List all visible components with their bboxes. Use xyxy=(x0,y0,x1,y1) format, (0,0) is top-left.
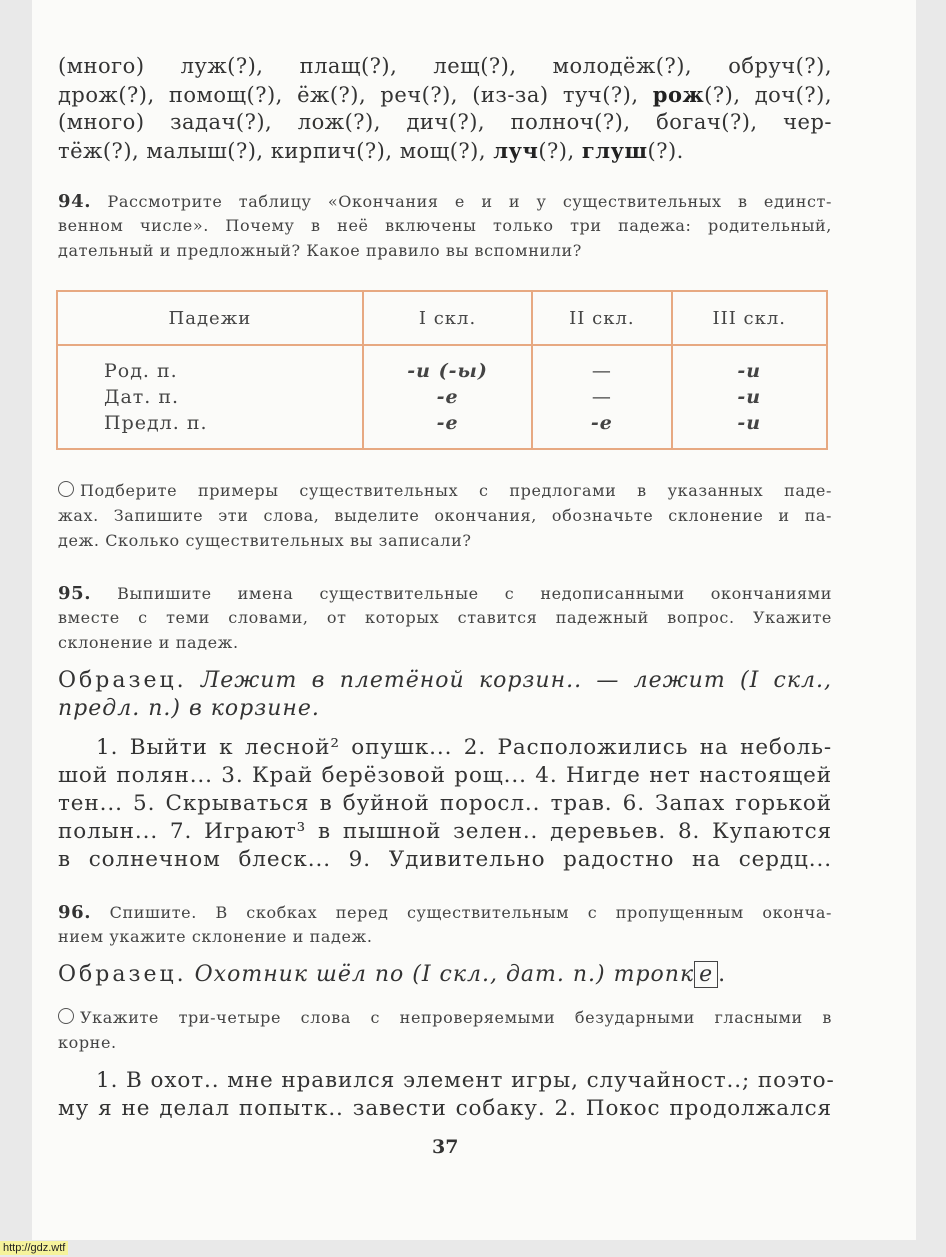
exercise-96-sample: Образец. Охотник шёл по (I скл., дат. п.) тропк е . xyxy=(58,962,727,987)
page-number: 37 xyxy=(432,1136,459,1158)
exercise-95-sample-line-1: Образец. Лежит в плетёной корзин.. — лежит (I скл., xyxy=(58,668,832,693)
endings-table xyxy=(56,290,828,450)
exercise-94-line-1: 94. Рассмотрите таблицу «Окончания е и и у существительных в единст- xyxy=(58,191,832,212)
exercise-95-text-line-2: шой полян... 3. Край берёзовой рощ... 4. Нигде нет настоящей xyxy=(58,763,832,788)
header-decl-2: II скл. xyxy=(532,291,671,345)
header-decl-3: III скл. xyxy=(672,291,828,345)
exercise-96-line-2: нием укажите склонение и падеж. xyxy=(58,927,373,946)
word-list-line-4: тёж(?), малыш(?), кирпич(?), мощ(?), луч(?), глуш(?). xyxy=(58,138,684,163)
cases-column: Род. п. Дат. п. Предл. п. xyxy=(57,345,363,449)
decl-3-endings: -и -и -и xyxy=(672,345,828,449)
word-list-line-2: дрож(?), помощ(?), ёж(?), реч(?), (из-за) туч(?), рож(?), доч(?), xyxy=(58,82,833,107)
footer-link[interactable]: http://gdz.wtf xyxy=(0,1241,68,1255)
exercise-95-text-line-3: тен... 5. Скрываться в буйной поросл.. трав. 6. Запах горькой xyxy=(58,791,832,816)
exercise-95-sample-line-2: предл. п.) в корзине. xyxy=(58,696,320,721)
exercise-95-text-line-5: в солнечном блеск... 9. Удивительно радостно на сердц... xyxy=(58,847,832,872)
exercise-96-line-1: 96. Спишите. В скобках перед существительным с пропущенным оконча- xyxy=(58,902,832,923)
exercise-96-text-line-1: 1. В охот.. мне нравился элемент игры, случайност..; поэто- xyxy=(96,1068,835,1093)
exercise-94-line-3: дательный и предложный? Какое правило вы вспомнили? xyxy=(58,241,582,260)
exercise-96-text-line-2: му я не делал попытк.. завести собаку. 2. Покос продолжался xyxy=(58,1096,832,1121)
decl-2-endings: — — -е xyxy=(532,345,671,449)
exercise-95-text-line-1: 1. Выйти к лесной² опушк... 2. Расположились на неболь- xyxy=(96,735,832,760)
exercise-95-line-2: вместе с теми словами, от которых ставится падежный вопрос. Укажите xyxy=(58,608,832,627)
exercise-94-task-line-2: жах. Запишите эти слова, выделите окончания, обозначьте склонение и па- xyxy=(58,506,832,525)
word-list-line-3: (много) задач(?), лож(?), дич(?), полноч(?), богач(?), чер- xyxy=(58,110,832,134)
exercise-95-text-line-4: полын... 7. Играют³ в пышной зелен.. деревьев. 8. Купаются xyxy=(58,819,832,844)
exercise-96-task-line-1: Укажите три-четыре слова с непроверяемыми безударными гласными в xyxy=(58,1008,832,1027)
exercise-94-line-2: венном числе». Почему в неё включены только три падежа: родительный, xyxy=(58,216,832,235)
ending-box: е xyxy=(694,961,718,988)
task-circle-icon xyxy=(58,1008,74,1024)
exercise-95-line-3: склонение и падеж. xyxy=(58,633,239,652)
task-circle-icon xyxy=(58,481,74,497)
exercise-94-task-line-3: деж. Сколько существительных вы записали? xyxy=(58,531,472,550)
word-list-line-1: (много) луж(?), плащ(?), лещ(?), молодёж(?), обруч(?), xyxy=(58,54,832,78)
exercise-96-task-line-2: корне. xyxy=(58,1033,117,1052)
exercise-94-task-line-1: Подберите примеры существительных с предлогами в указанных паде- xyxy=(58,481,832,500)
header-cases: Падежи xyxy=(57,291,363,345)
header-decl-1: I скл. xyxy=(363,291,532,345)
exercise-95-line-1: 95. Выпишите имена существительные с недописанными окончаниями xyxy=(58,583,832,604)
decl-1-endings: -и (-ы) -е -е xyxy=(363,345,532,449)
